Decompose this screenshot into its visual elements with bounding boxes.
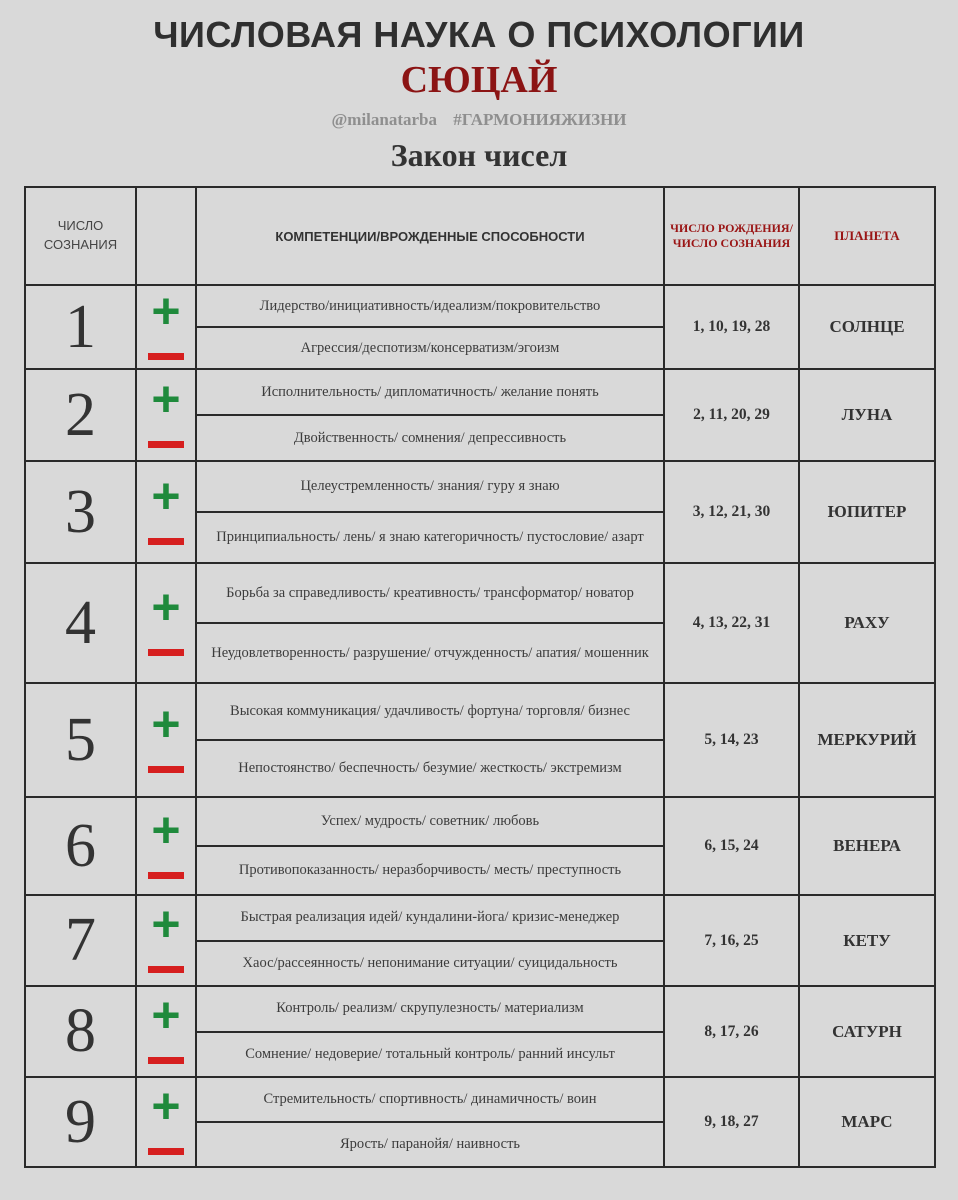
competence-cell	[196, 369, 664, 461]
competence-cell	[196, 797, 664, 895]
plus-icon: +	[151, 695, 181, 752]
table-row	[25, 683, 935, 797]
plus-icon: +	[151, 467, 181, 524]
minus-icon	[148, 1148, 184, 1155]
sign-cell	[136, 461, 196, 563]
consciousness-number: 5	[25, 683, 136, 797]
header-number: ЧИСЛО СОЗНАНИЯ	[25, 187, 136, 285]
minus-icon	[148, 966, 184, 973]
plus-icon: +	[151, 282, 181, 339]
plus-icon: +	[151, 896, 181, 952]
positive-traits: Лидерство/инициативность/идеализм/покровительство	[197, 286, 663, 328]
header-signs	[136, 187, 196, 285]
birth-numbers: 8, 17, 26	[664, 986, 799, 1077]
sign-cell	[136, 1077, 196, 1167]
negative-traits: Неудовлетворенность/ разрушение/ отчужденность/ апатия/ мошенник	[211, 644, 649, 661]
table-row	[25, 1077, 935, 1167]
planet-name: ЮПИТЕР	[799, 461, 935, 563]
table-row	[25, 797, 935, 895]
planet-name: КЕТУ	[799, 895, 935, 986]
birth-numbers: 6, 15, 24	[664, 797, 799, 895]
negative-traits: Противопоказанность/ неразборчивость/ месть/ преступность	[238, 862, 622, 879]
author-handle: @milanatarba	[331, 110, 438, 129]
birth-numbers: 3, 12, 21, 30	[664, 461, 799, 563]
numbers-table	[24, 186, 936, 1168]
birth-numbers: 1, 10, 19, 28	[664, 285, 799, 369]
consciousness-number: 9	[25, 1077, 136, 1167]
competence-cell	[196, 563, 664, 683]
birth-numbers: 7, 16, 25	[664, 895, 799, 986]
birth-numbers: 5, 14, 23	[664, 683, 799, 797]
plus-icon: +	[151, 1077, 181, 1134]
table-row	[25, 461, 935, 563]
positive-traits: Контроль/ реализм/ скрупулезность/ материализм	[197, 987, 663, 1033]
planet-name: ВЕНЕРА	[799, 797, 935, 895]
positive-traits: Целеустремленность/ знания/ гуру я знаю	[197, 462, 663, 513]
header-planet: ПЛАНЕТА	[799, 187, 935, 285]
consciousness-number: 7	[25, 895, 136, 986]
page-subtitle: СЮЦАЙ	[400, 59, 558, 101]
competence-cell	[196, 461, 664, 563]
sign-cell	[136, 369, 196, 461]
plus-icon: +	[151, 801, 181, 858]
planet-name: ЛУНА	[799, 369, 935, 461]
minus-icon	[148, 649, 184, 656]
author-line	[0, 110, 958, 130]
sign-cell	[136, 986, 196, 1077]
minus-icon	[148, 766, 184, 773]
positive-traits: Борьба за справедливость/ креативность/ трансформатор/ новатор	[197, 564, 663, 624]
negative-traits: Принципиальность/ лень/ я знаю категоричность/ пустословие/ азарт	[216, 529, 644, 546]
table-row	[25, 285, 935, 369]
minus-icon	[148, 353, 184, 360]
plus-icon: +	[151, 578, 181, 635]
section-heading: Закон чисел	[390, 137, 568, 173]
positive-traits: Исполнительность/ дипломатичность/ желание понять	[197, 370, 663, 416]
negative-traits: Агрессия/деспотизм/консерватизм/эгоизм	[300, 339, 560, 356]
birth-numbers: 9, 18, 27	[664, 1077, 799, 1167]
plus-icon: +	[151, 987, 181, 1043]
consciousness-number: 8	[25, 986, 136, 1077]
header-competence: КОМПЕТЕНЦИИ/ВРОЖДЕННЫЕ СПОСОБНОСТИ	[196, 187, 664, 285]
planet-name: САТУРН	[799, 986, 935, 1077]
sign-cell	[136, 563, 196, 683]
competence-cell	[196, 1077, 664, 1167]
sign-cell	[136, 895, 196, 986]
planet-name: МАРС	[799, 1077, 935, 1167]
table-row	[25, 563, 935, 683]
sign-cell	[136, 282, 196, 369]
negative-traits: Непостоянство/ беспечность/ безумие/ жесткость/ экстремизм	[238, 760, 622, 777]
sign-cell	[136, 797, 196, 895]
consciousness-number: 4	[25, 563, 136, 683]
table-row	[25, 369, 935, 461]
consciousness-number: 6	[25, 797, 136, 895]
positive-traits: Быстрая реализация идей/ кундалини-йога/ кризис-менеджер	[197, 896, 663, 942]
consciousness-number: 1	[25, 285, 136, 369]
birth-numbers: 4, 13, 22, 31	[664, 563, 799, 683]
positive-traits: Стремительность/ спортивность/ динамичность/ воин	[197, 1078, 663, 1123]
consciousness-number: 3	[25, 461, 136, 563]
minus-icon	[148, 441, 184, 448]
planet-name: РАХУ	[799, 563, 935, 683]
competence-cell	[196, 986, 664, 1077]
header-birth-number: ЧИСЛО РОЖДЕНИЯ/ ЧИСЛО СОЗНАНИЯ	[664, 187, 799, 285]
minus-icon	[148, 538, 184, 545]
competence-cell	[196, 895, 664, 986]
negative-traits: Сомнение/ недоверие/ тотальный контроль/ ранний инсульт	[245, 1045, 615, 1062]
sign-cell	[136, 683, 196, 797]
birth-numbers: 2, 11, 20, 29	[664, 369, 799, 461]
table-header-row	[25, 187, 935, 285]
minus-icon	[148, 872, 184, 879]
positive-traits: Высокая коммуникация/ удачливость/ фортуна/ торговля/ бизнес	[197, 684, 663, 741]
competence-cell	[196, 285, 664, 369]
table-row	[25, 986, 935, 1077]
page-title: ЧИСЛОВАЯ НАУКА О ПСИХОЛОГИИ	[153, 14, 805, 55]
table-row	[25, 895, 935, 986]
consciousness-number: 2	[25, 369, 136, 461]
planet-name: МЕРКУРИЙ	[799, 683, 935, 797]
plus-icon: +	[151, 370, 181, 427]
negative-traits: Ярость/ паранойя/ наивность	[339, 1136, 521, 1153]
negative-traits: Двойственность/ сомнения/ депрессивность	[293, 429, 567, 446]
hashtag: #ГАРМОНИЯЖИЗНИ	[453, 110, 627, 129]
competence-cell	[196, 683, 664, 797]
minus-icon	[148, 1057, 184, 1064]
planet-name: СОЛНЦЕ	[799, 285, 935, 369]
positive-traits: Успех/ мудрость/ советник/ любовь	[197, 798, 663, 847]
negative-traits: Хаос/рассеянность/ непонимание ситуации/ суицидальность	[242, 954, 618, 971]
